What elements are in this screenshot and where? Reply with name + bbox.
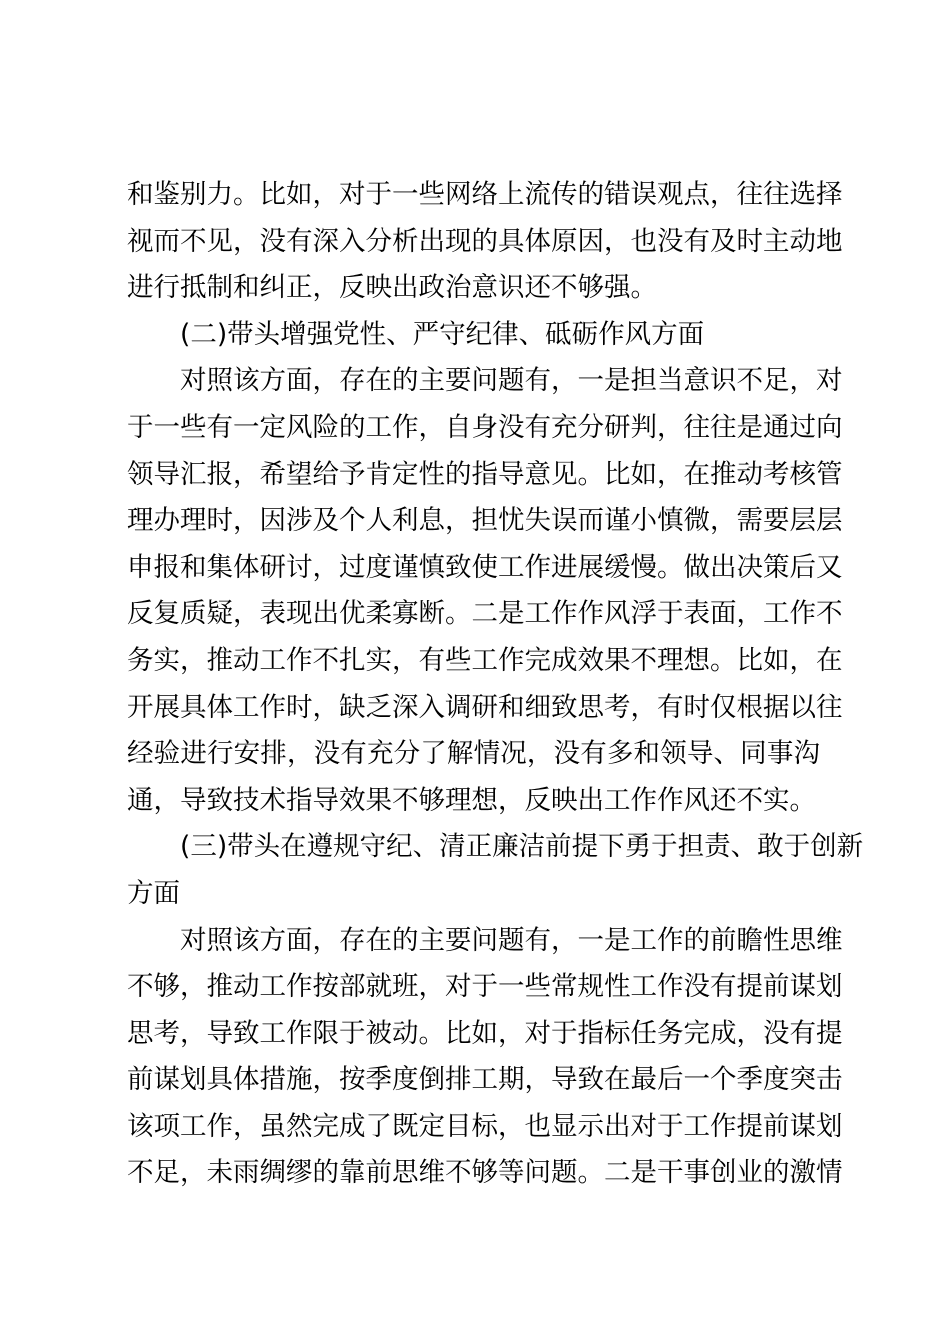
text-line: 开展具体工作时，缺乏深入调研和细致思考，有时仅根据以往 [127, 691, 843, 723]
text-line: 经验进行安排，没有充分了解情况，没有多和领导、同事沟 [127, 738, 820, 770]
text-line: 思考，导致工作限于被动。比如，对于指标任务完成，没有提 [127, 1017, 843, 1049]
text-line: 理办理时，因涉及个人利息，担忧失误而谨小慎微，需要层层 [127, 505, 843, 537]
text-line: (二)带头增强党性、严守纪律、砥砺作风方面 [180, 318, 705, 350]
text-line: 反复质疑，表现出优柔寡断。二是工作作风浮于表面，工作不 [127, 598, 843, 630]
text-line: 于一些有一定风险的工作，自身没有充分研判，往往是通过向 [127, 411, 843, 443]
text-line: (三)带头在遵规守纪、清正廉洁前提下勇于担责、敢于创新 [180, 831, 864, 863]
text-line: 对照该方面，存在的主要问题有，一是工作的前瞻性思维 [180, 924, 843, 956]
text-line: 前谋划具体措施，按季度倒排工期，导致在最后一个季度突击 [127, 1064, 843, 1096]
text-line: 申报和集体研讨，过度谨慎致使工作进展缓慢。做出决策后又 [127, 551, 843, 583]
text-line: 不足，未雨绸缪的靠前思维不够等问题。二是干事创业的激情 [127, 1157, 843, 1189]
text-line: 领导汇报，希望给予肯定性的指导意见。比如，在推动考核管 [127, 458, 843, 490]
text-line: 务实，推动工作不扎实，有些工作完成效果不理想。比如，在 [127, 644, 843, 676]
text-line: 方面 [127, 877, 180, 909]
text-line: 通，导致技术指导效果不够理想，反映出工作作风还不实。 [127, 784, 816, 816]
document-body [127, 172, 864, 1197]
text-line: 视而不见，没有深入分析出现的具体原因，也没有及时主动地 [127, 225, 843, 257]
text-line: 进行抵制和纠正，反映出政治意识还不够强。 [127, 272, 657, 304]
text-line: 不够，推动工作按部就班，对于一些常规性工作没有提前谋划 [127, 971, 843, 1003]
text-line: 该项工作，虽然完成了既定目标，也显示出对于工作提前谋划 [127, 1110, 843, 1142]
text-line: 和鉴别力。比如，对于一些网络上流传的错误观点，往往选择 [127, 179, 843, 210]
text-line: 对照该方面，存在的主要问题有，一是担当意识不足，对 [180, 365, 843, 397]
